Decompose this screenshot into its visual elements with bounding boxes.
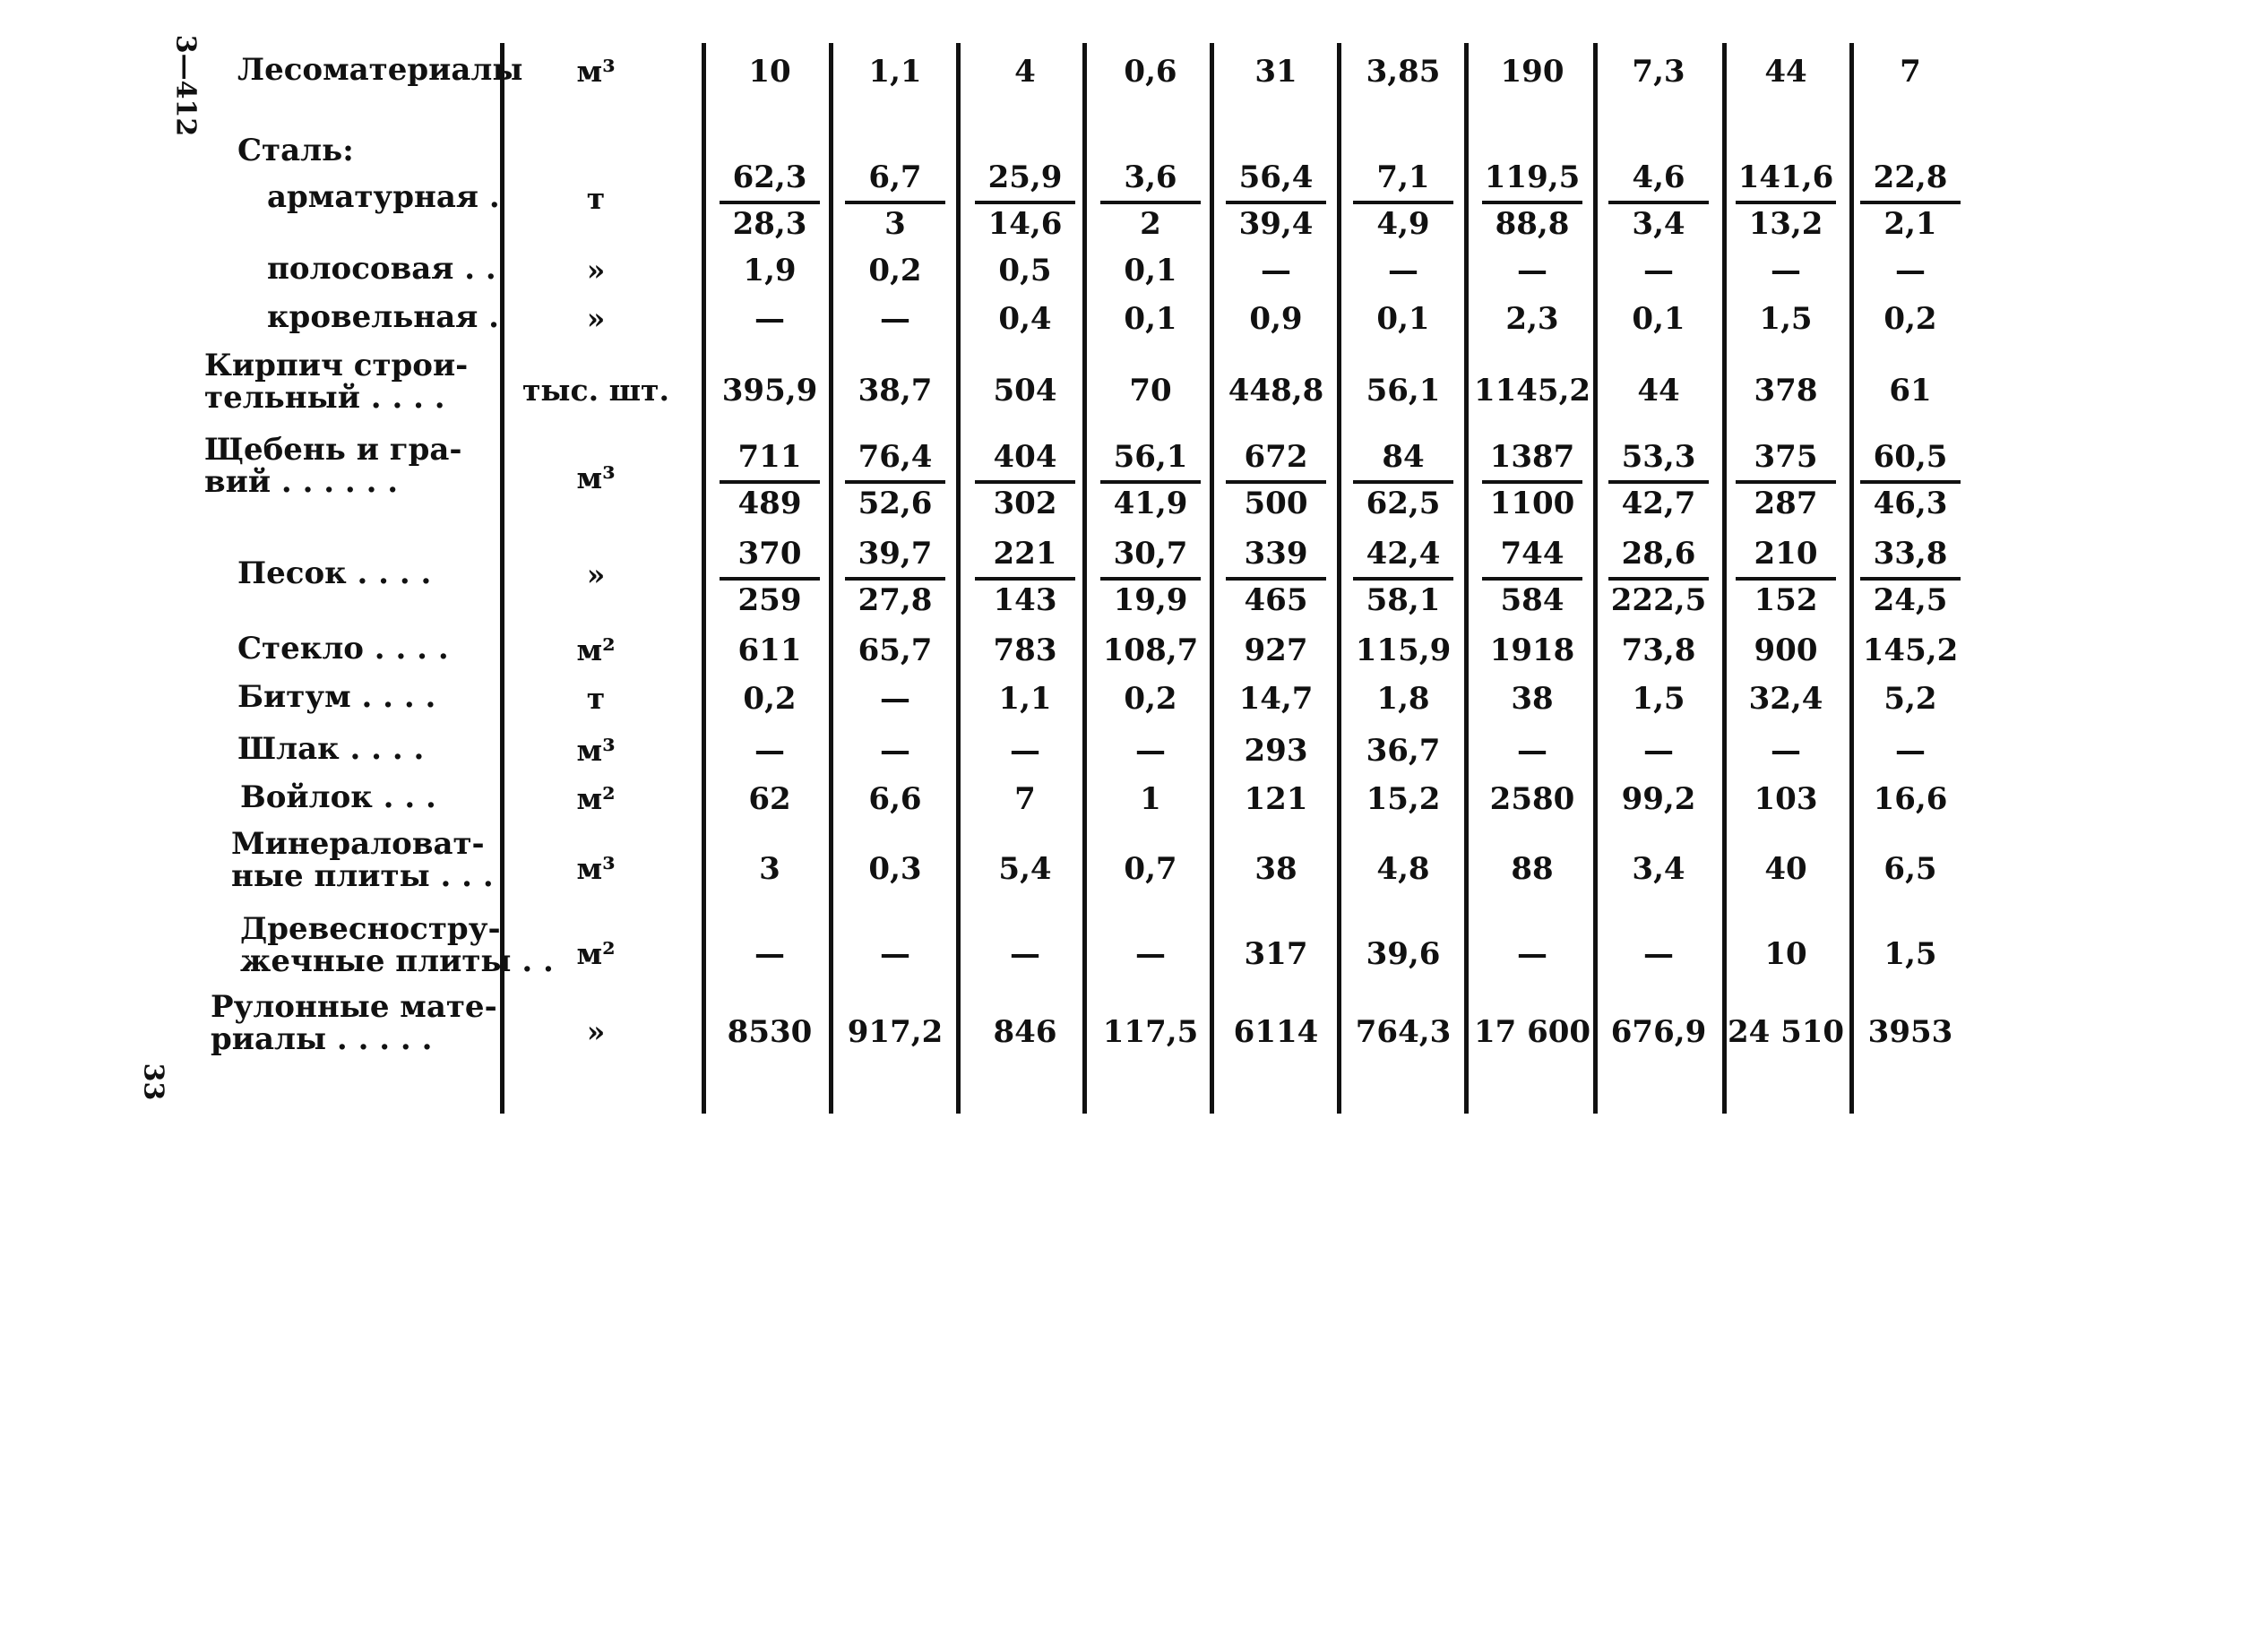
table-cell: 317 (1244, 936, 1308, 972)
fraction-denominator: 41,9 (1113, 486, 1188, 521)
fraction-denominator: 500 (1244, 486, 1308, 521)
table-cell: 8530 (727, 1014, 813, 1050)
fraction-bar (1736, 577, 1836, 581)
row-name-line: ные плиты . . . (231, 858, 494, 894)
fraction-cell (834, 159, 956, 249)
row-name-line: полосовая . . (267, 251, 496, 287)
fraction-bar (720, 201, 820, 204)
table-cell: — (1643, 936, 1674, 972)
table-cell: 17 600 (1473, 1014, 1591, 1050)
fraction-bar (1608, 201, 1709, 204)
fraction-numerator: 210 (1754, 536, 1818, 572)
fraction-denominator: 287 (1754, 486, 1818, 521)
table-cell: — (1261, 253, 1291, 288)
table-cell: 39,6 (1366, 936, 1441, 972)
table-cell: 31 (1254, 54, 1297, 90)
fraction-denominator: 2 (1140, 206, 1161, 242)
table-cell: 56,1 (1366, 373, 1441, 409)
table-cell: 1,5 (1883, 936, 1937, 972)
fraction-numerator: 6,7 (868, 159, 922, 195)
row-name (211, 991, 497, 1055)
fraction-cell (1471, 439, 1593, 529)
table-cell: 40 (1764, 851, 1807, 887)
row-name (267, 301, 499, 333)
column-rule-7 (1464, 43, 1469, 1114)
fraction-denominator: 88,8 (1495, 206, 1570, 242)
fraction-cell (1215, 536, 1337, 625)
row-unit: » (586, 301, 606, 336)
table-cell: 448,8 (1228, 373, 1324, 409)
row-name-line: арматурная . (267, 179, 500, 215)
table-cell: — (754, 936, 785, 972)
table-cell: 103 (1754, 781, 1818, 817)
table-cell: 0,1 (1124, 253, 1177, 288)
fraction-cell (964, 439, 1086, 529)
row-name (240, 781, 436, 813)
fraction-cell (964, 536, 1086, 625)
table-cell: 62 (748, 781, 791, 817)
table-cell: 676,9 (1610, 1014, 1707, 1050)
fraction-numerator: 3,6 (1124, 159, 1177, 195)
row-name-line: Шлак . . . . (237, 731, 425, 767)
row-unit: м³ (576, 851, 616, 886)
fraction-denominator: 46,3 (1873, 486, 1948, 521)
table-cell: 1,5 (1759, 301, 1813, 337)
table-cell: 14,7 (1238, 681, 1314, 717)
table-cell: 7 (1014, 781, 1036, 817)
row-name (237, 632, 449, 665)
row-unit: м² (576, 632, 616, 667)
fraction-bar (1860, 480, 1961, 484)
table-cell: — (880, 733, 910, 769)
table-cell: 5,2 (1883, 681, 1937, 717)
fraction-bar (1226, 480, 1326, 484)
table-cell: 504 (993, 373, 1057, 409)
table-cell: 0,3 (868, 851, 922, 887)
table-cell: 32,4 (1748, 681, 1823, 717)
table-cell: 0,5 (998, 253, 1052, 288)
row-name (237, 134, 354, 167)
fraction-numerator: 60,5 (1873, 439, 1948, 475)
table-cell: — (1643, 733, 1674, 769)
fraction-bar (1226, 577, 1326, 581)
table-cell: 38 (1511, 681, 1554, 717)
fraction-bar (1736, 480, 1836, 484)
table-cell: 1,8 (1376, 681, 1430, 717)
fraction-denominator: 3,4 (1632, 206, 1685, 242)
column-rule-3 (956, 43, 961, 1114)
fraction-bar (1353, 480, 1453, 484)
table-cell: 395,9 (721, 373, 818, 409)
fraction-cell (1598, 439, 1720, 529)
fraction-cell (1725, 439, 1847, 529)
fraction-cell (834, 536, 956, 625)
row-name (267, 181, 500, 213)
table-cell: — (1771, 253, 1801, 288)
fraction-numerator: 711 (737, 439, 802, 475)
row-unit: » (586, 557, 606, 592)
fraction-numerator: 744 (1500, 536, 1564, 572)
fraction-bar (1608, 480, 1709, 484)
fraction-denominator: 2,1 (1883, 206, 1937, 242)
table-cell: — (1895, 733, 1926, 769)
fraction-cell (964, 159, 1086, 249)
fraction-denominator: 222,5 (1610, 582, 1707, 618)
fraction-cell (834, 439, 956, 529)
fraction-numerator: 62,3 (732, 159, 807, 195)
fraction-bar (975, 201, 1075, 204)
row-unit: т (586, 681, 606, 716)
fraction-numerator: 370 (737, 536, 802, 572)
table-cell: 0,2 (868, 253, 922, 288)
fraction-denominator: 19,9 (1113, 582, 1188, 618)
row-name (267, 253, 496, 285)
row-name (237, 557, 431, 589)
table-cell: 1,9 (743, 253, 797, 288)
fraction-numerator: 53,3 (1621, 439, 1696, 475)
table-cell: 0,9 (1249, 301, 1303, 337)
fraction-denominator: 42,7 (1621, 486, 1696, 521)
row-unit: т (586, 181, 606, 216)
fraction-numerator: 30,7 (1113, 536, 1188, 572)
fraction-numerator: 7,1 (1376, 159, 1430, 195)
table-cell: 1,1 (998, 681, 1052, 717)
table-cell: — (1517, 733, 1547, 769)
table-cell: — (754, 733, 785, 769)
row-unit: » (586, 1014, 606, 1049)
fraction-numerator: 119,5 (1484, 159, 1581, 195)
fraction-numerator: 339 (1244, 536, 1308, 572)
fraction-bar (1860, 577, 1961, 581)
fraction-numerator: 1387 (1489, 439, 1575, 475)
row-name (231, 828, 494, 892)
table-cell: 611 (737, 632, 802, 668)
row-unit: м² (576, 781, 616, 816)
fraction-cell (1849, 536, 1971, 625)
fraction-cell (709, 159, 831, 249)
table-cell: — (1517, 253, 1547, 288)
table-cell: 3 (759, 851, 780, 887)
row-name-line: риалы . . . . . (211, 1021, 433, 1057)
table-cell: 2580 (1489, 781, 1575, 817)
fraction-bar (1608, 577, 1709, 581)
fraction-cell (709, 536, 831, 625)
row-name (204, 349, 468, 414)
fraction-bar (1353, 201, 1453, 204)
table-cell: 6,6 (868, 781, 922, 817)
row-name (237, 681, 435, 713)
fraction-bar (845, 577, 945, 581)
table-cell: 1,1 (868, 54, 922, 90)
table-cell: 1 (1140, 781, 1161, 817)
fraction-bar (1860, 201, 1961, 204)
table-cell: 88 (1511, 851, 1554, 887)
fraction-denominator: 27,8 (858, 582, 933, 618)
fraction-denominator: 28,3 (732, 206, 807, 242)
fraction-numerator: 28,6 (1621, 536, 1696, 572)
fraction-denominator: 58,1 (1366, 582, 1441, 618)
fraction-cell (1090, 536, 1211, 625)
fraction-cell (1471, 159, 1593, 249)
table-cell: — (1388, 253, 1418, 288)
table-cell: 0,2 (743, 681, 797, 717)
row-name-line: Сталь: (237, 133, 354, 168)
fraction-denominator: 39,4 (1238, 206, 1314, 242)
fraction-bar (1226, 201, 1326, 204)
fraction-denominator: 4,9 (1376, 206, 1430, 242)
fraction-numerator: 42,4 (1366, 536, 1441, 572)
fraction-denominator: 1100 (1489, 486, 1575, 521)
table-cell: 99,2 (1621, 781, 1696, 817)
fraction-numerator: 84 (1382, 439, 1425, 475)
fraction-cell (1725, 536, 1847, 625)
fraction-denominator: 3 (884, 206, 906, 242)
fraction-denominator: 489 (737, 486, 802, 521)
table-cell: — (1010, 733, 1040, 769)
fraction-bar (1482, 201, 1582, 204)
fraction-cell (1471, 536, 1593, 625)
fraction-cell (1598, 159, 1720, 249)
fraction-numerator: 39,7 (858, 536, 933, 572)
fraction-denominator: 584 (1500, 582, 1564, 618)
fraction-numerator: 56,1 (1113, 439, 1188, 475)
fraction-denominator: 152 (1754, 582, 1818, 618)
row-name-line: Кирпич строи- (204, 348, 469, 383)
fraction-cell (1215, 159, 1337, 249)
table-cell: 7 (1900, 54, 1921, 90)
table-cell: — (1643, 253, 1674, 288)
table-cell: — (880, 301, 910, 337)
table-cell: 115,9 (1355, 632, 1452, 668)
table-cell: 3,4 (1632, 851, 1685, 887)
row-name (237, 54, 522, 86)
table-cell: 5,4 (998, 851, 1052, 887)
table-cell: 3,85 (1366, 54, 1441, 90)
row-unit: тыс. шт. (521, 373, 669, 408)
fraction-bar (1482, 480, 1582, 484)
table-cell: 1918 (1489, 632, 1575, 668)
row-name-line: Войлок . . . (240, 779, 436, 815)
table-cell: 108,7 (1102, 632, 1199, 668)
table-cell: 6114 (1233, 1014, 1319, 1050)
fraction-cell (1342, 159, 1464, 249)
table-cell: 0,4 (998, 301, 1052, 337)
fraction-cell (1342, 439, 1464, 529)
fraction-bar (1736, 201, 1836, 204)
fraction-cell (1725, 159, 1847, 249)
table-cell: 190 (1500, 54, 1564, 90)
table-cell: 0,7 (1124, 851, 1177, 887)
row-name-line: Древесностру- (240, 911, 501, 947)
row-name-line: Щебень и гра- (204, 432, 462, 468)
table-cell: 293 (1244, 733, 1308, 769)
fraction-numerator: 141,6 (1737, 159, 1834, 195)
table-cell: — (880, 681, 910, 717)
table-cell: 36,7 (1366, 733, 1441, 769)
row-name-line: тельный . . . . (204, 380, 445, 416)
table-cell: 73,8 (1621, 632, 1696, 668)
fraction-cell (1849, 439, 1971, 529)
fraction-cell (1090, 439, 1211, 529)
table-cell: 121 (1244, 781, 1308, 817)
fraction-cell (1090, 159, 1211, 249)
fraction-cell (1849, 159, 1971, 249)
row-unit: м³ (576, 460, 616, 495)
row-name-line: вий . . . . . . (204, 464, 399, 500)
table-cell: — (1135, 936, 1166, 972)
row-unit: м³ (576, 54, 616, 89)
table-cell: 70 (1129, 373, 1172, 409)
fraction-bar (1100, 201, 1201, 204)
row-name-line: жечные плиты . . (240, 943, 554, 979)
fraction-numerator: 672 (1244, 439, 1308, 475)
row-name-line: Битум . . . . (237, 679, 436, 715)
row-name-line: кровельная . (267, 299, 500, 335)
row-unit: м² (576, 936, 616, 971)
table-cell: — (880, 936, 910, 972)
fraction-bar (1100, 480, 1201, 484)
table-cell: — (1771, 733, 1801, 769)
table-cell: — (1517, 936, 1547, 972)
table-cell: 2,3 (1505, 301, 1559, 337)
table-cell: 0,1 (1632, 301, 1685, 337)
fraction-numerator: 22,8 (1873, 159, 1948, 195)
table-cell: 1145,2 (1473, 373, 1591, 409)
fraction-bar (845, 201, 945, 204)
table-cell: 65,7 (858, 632, 933, 668)
row-name-line: Лесоматериалы (237, 52, 523, 88)
row-name-line: Минераловат- (231, 826, 485, 862)
table-cell: 764,3 (1355, 1014, 1452, 1050)
fraction-bar (1353, 577, 1453, 581)
fraction-numerator: 56,4 (1238, 159, 1314, 195)
fraction-denominator: 143 (993, 582, 1057, 618)
table-cell: — (1135, 733, 1166, 769)
table-cell: 0,1 (1376, 301, 1430, 337)
fraction-numerator: 375 (1754, 439, 1818, 475)
fraction-numerator: 33,8 (1873, 536, 1948, 572)
table-cell: 0,6 (1124, 54, 1177, 90)
side-label-top: 3—412 (169, 34, 202, 137)
page-number: 33 (137, 1063, 169, 1101)
fraction-cell (1215, 439, 1337, 529)
row-name-line: Стекло . . . . (237, 631, 449, 667)
table-cell: 145,2 (1862, 632, 1959, 668)
fraction-bar (845, 480, 945, 484)
fraction-cell (1342, 536, 1464, 625)
row-unit: » (586, 253, 606, 288)
fraction-denominator: 14,6 (987, 206, 1063, 242)
fraction-numerator: 221 (993, 536, 1057, 572)
column-rule-6 (1337, 43, 1341, 1114)
column-rule-1 (702, 43, 706, 1114)
table-cell: 15,2 (1366, 781, 1441, 817)
fraction-cell (709, 439, 831, 529)
fraction-denominator: 52,6 (858, 486, 933, 521)
fraction-numerator: 76,4 (858, 439, 933, 475)
fraction-numerator: 4,6 (1632, 159, 1685, 195)
row-name (237, 733, 424, 765)
table-cell: 16,6 (1873, 781, 1948, 817)
table-cell: 3953 (1867, 1014, 1953, 1050)
table-cell: 0,2 (1124, 681, 1177, 717)
fraction-bar (720, 577, 820, 581)
fraction-bar (1100, 577, 1201, 581)
table-cell: 1,5 (1632, 681, 1685, 717)
table-cell: — (1010, 936, 1040, 972)
table-cell: — (1895, 253, 1926, 288)
fraction-numerator: 404 (993, 439, 1057, 475)
fraction-denominator: 24,5 (1873, 582, 1948, 618)
table-cell: 0,2 (1883, 301, 1937, 337)
fraction-denominator: 259 (737, 582, 802, 618)
fraction-cell (1598, 536, 1720, 625)
table-cell: 917,2 (847, 1014, 944, 1050)
fraction-denominator: 62,5 (1366, 486, 1441, 521)
table-cell: 378 (1754, 373, 1818, 409)
row-name-line: Песок . . . . (237, 555, 432, 591)
table-cell: 117,5 (1102, 1014, 1199, 1050)
table-cell: 38,7 (858, 373, 933, 409)
table-cell: 10 (1764, 936, 1807, 972)
table-cell: 44 (1637, 373, 1680, 409)
table-cell: 24 510 (1727, 1014, 1845, 1050)
fraction-bar (975, 480, 1075, 484)
row-name-line: Рулонные мате- (211, 989, 497, 1025)
table-cell: 7,3 (1632, 54, 1685, 90)
fraction-bar (1482, 577, 1582, 581)
table-cell: 0,1 (1124, 301, 1177, 337)
fraction-numerator: 25,9 (987, 159, 1063, 195)
table-cell: 846 (993, 1014, 1057, 1050)
table-cell: 900 (1754, 632, 1818, 668)
table-cell: 44 (1764, 54, 1807, 90)
fraction-denominator: 302 (993, 486, 1057, 521)
table-cell: 6,5 (1883, 851, 1937, 887)
row-unit: м³ (576, 733, 616, 768)
table-cell: 4,8 (1376, 851, 1430, 887)
row-name (204, 434, 462, 498)
fraction-bar (975, 577, 1075, 581)
fraction-bar (720, 480, 820, 484)
table-cell: 927 (1244, 632, 1308, 668)
table-cell: 783 (993, 632, 1057, 668)
table-cell: — (754, 301, 785, 337)
table-cell: 61 (1889, 373, 1932, 409)
table-cell: 10 (748, 54, 791, 90)
table-cell: 4 (1014, 54, 1036, 90)
fraction-denominator: 13,2 (1748, 206, 1823, 242)
table-cell: 38 (1254, 851, 1297, 887)
fraction-denominator: 465 (1244, 582, 1308, 618)
